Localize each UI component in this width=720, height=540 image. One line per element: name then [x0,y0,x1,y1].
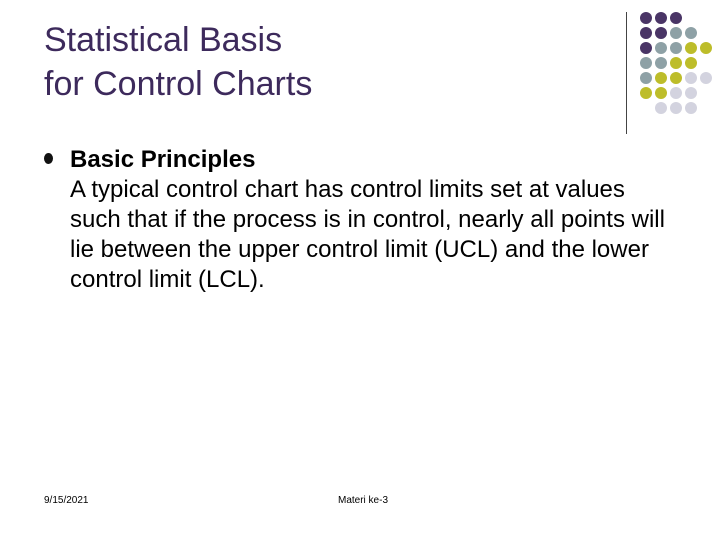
title-line-1: Statistical Basis [44,21,283,59]
decorative-dot [655,102,667,114]
decorative-dot [670,27,682,39]
decorative-dot [640,87,652,99]
vertical-divider [626,12,627,134]
decorative-dot [640,57,652,69]
decorative-dot [655,72,667,84]
slide-title [44,18,604,106]
decorative-dot [700,42,712,54]
decorative-dot [685,87,697,99]
decorative-dot [640,72,652,84]
decorative-dot [685,102,697,114]
decorative-dot [655,12,667,24]
footer-center-text: Materi ke-3 [338,495,389,506]
bullet-icon [44,153,53,164]
decorative-dot [685,57,697,69]
decorative-dot [655,57,667,69]
footer-date: 9/15/2021 [44,495,89,506]
decorative-dot [655,87,667,99]
decorative-dot [670,87,682,99]
bullet-text [70,145,680,295]
title-line-2: for Control Charts [44,65,313,103]
decorative-dot [670,12,682,24]
decorative-dot [655,27,667,39]
decorative-dot [685,72,697,84]
decorative-dot [640,42,652,54]
decorative-dot [670,72,682,84]
decorative-dot [670,57,682,69]
decorative-dot [700,72,712,84]
decorative-dot [655,42,667,54]
decorative-dot [640,12,652,24]
decorative-dot [685,42,697,54]
decorative-dot-grid [640,12,720,122]
decorative-dot [685,27,697,39]
bullet-heading: Basic Principles [70,146,256,173]
bullet-body: A typical control chart has control limits set at values such that if the process is in control, nearly all points will lie between the upper control limit (UCL) and the lower control limit (LCL). [70,176,665,293]
decorative-dot [670,102,682,114]
decorative-dot [640,27,652,39]
decorative-dot [670,42,682,54]
